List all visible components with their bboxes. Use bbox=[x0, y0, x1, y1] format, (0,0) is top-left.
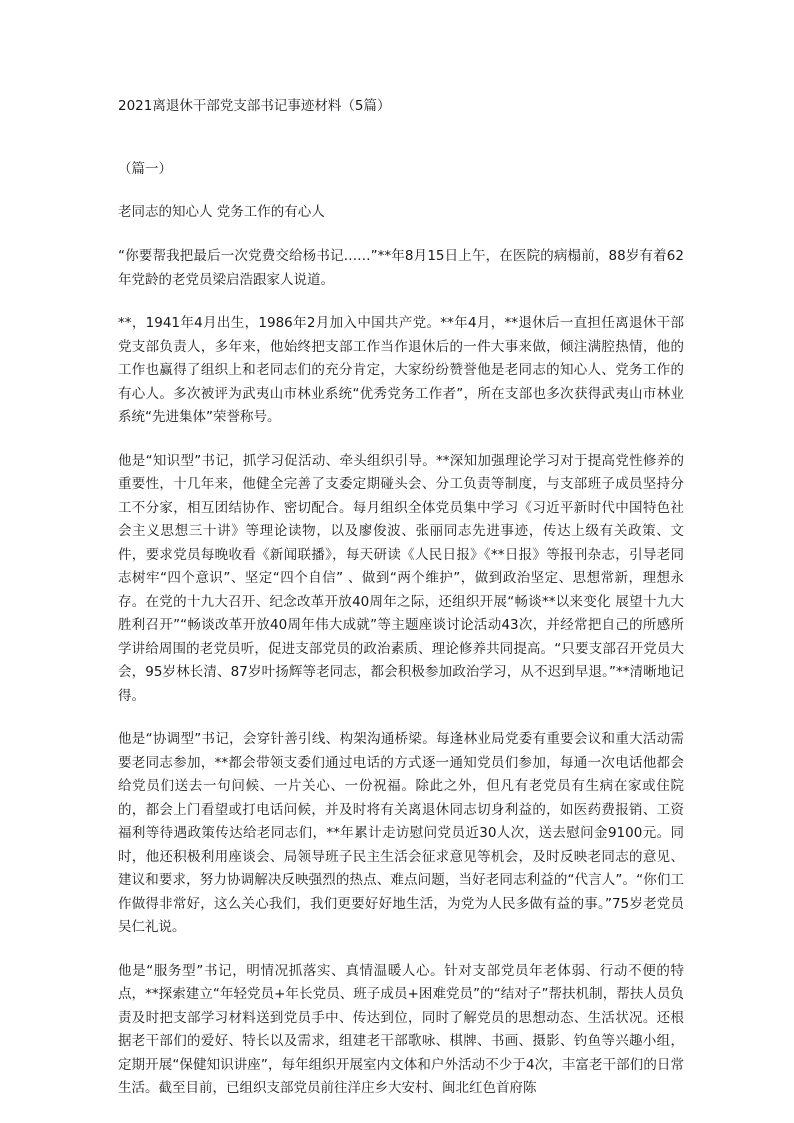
document-title: 2021离退休干部党支部书记事迹材料（5篇） bbox=[118, 98, 391, 114]
paragraph-4: 他是“协调型”书记，会穿针善引线、构架沟通桥梁。每逢林业局党委有重要会议和重大活动需要老同志参加，**都会带领支委们通过电话的方式逐一通知党员们参加，每通一次电话他都会给党员们送去一句问候、一片关心、一份祝福。除此之外，但凡有老党员有生病在家或住院的，都会上门看望或打电话问候，并及时将有关离退休同志切身利益的，如医药费报销、工资福利等待遇政策传达给老同志们，**年累计走访慰问党员近30人次，送去慰问金9100元。同时，他还积极利用座谈会、局领导班子民主生活会征求意见等机会，及时反映老同志的意见、建议和要求，努力协调解决反映强烈的热点、难点问题，当好老同志利益的“代言人”。“你们工作做得非常好，这么关心我们，我们更要好好地生活，为党为人民多做有益的事。”75岁老党员吴仁礼说。 bbox=[118, 731, 684, 935]
article-subtitle: 老同志的知心人 党务工作的有心人 bbox=[118, 204, 325, 220]
section-label: （篇一） bbox=[118, 161, 172, 177]
document-page bbox=[118, 96, 684, 1121]
paragraph-2: **，1941年4月出生，1986年2月加入中国共产党。**年4月，**退休后一直担任离退休干部党支部负责人，多年来，他始终把支部工作当作退休后的一件大事来做，倾注满腔热情，他的工作也赢得了组织上和老同志们的充分肯定，大家纷纷赞誉他是老同志的知心人、党务工作的有心人。多次被评为武夷山市林业系统“优秀党务工作者”，所在支部也多次获得武夷山市林业系统“先进集体”荣誉称号。 bbox=[118, 315, 684, 425]
paragraph-3: 他是“知识型”书记，抓学习促活动、牵头组织引导。**深知加强理论学习对于提高党性修养的重要性，十几年来，他健全完善了支委定期碰头会、分工负责等制度，与支部班子成员坚持分工不分家，相互团结协作、密切配合。每月组织全体党员集中学习《习近平新时代中国特色社会主义思想三十讲》等理论读物，以及廖俊波、张丽同志先进事迹，传达上级有关政策、文件，要求党员每晚收看《新闻联播》，每天研读《人民日报》《**日报》等报刊杂志，引导老同志树牢“四个意识”、坚定“四个自信” 、做到“两个维护”，做到政治坚定、思想常新，理想永存。在党的十九大召开、纪念改革开放40周年之际，还组织开展“畅谈**以来变化 展望十九大胜利召开”“畅谈改革开放40周年伟大成就”等主题座谈讨论活动43次，并经常把自己的所感所学讲给周围的老党员听，促进支部党员的政治素质、理论修养共同提高。“只要支部召开党员大会，95岁林长清、87岁叶扬辉等老同志，都会积极参加政治学习，从不迟到早退。”**清晰地记得。 bbox=[118, 452, 684, 704]
paragraph-1: “你要帮我把最后一次党费交给杨书记……”**年8月15日上午，在医院的病榻前，88岁有着62年党龄的老党员梁启浩跟家人说道。 bbox=[118, 248, 684, 288]
paragraph-5: 他是“服务型”书记，明情况抓落实、真情温暖人心。针对支部党员年老体弱、行动不便的特点，**探索建立“年轻党员+年长党员、班子成员+困难党员”的“结对子”帮扶机制，帮扶人员负责及时把支部学习材料送到党员手中、传达到位，同时了解党员的思想动态、生活状况。还根据老干部们的爱好、特长以及需求，组建老干部歌咏、棋牌、书画、摄影、钓鱼等兴趣小组，定期开展“保健知识讲座”，每年组织开展室内文体和户外活动不少于4次，丰富老干部们的日常生活。截至目前，已组织支部党员前往洋庄乡大安村、闽北红色首府陈 bbox=[118, 962, 684, 1096]
